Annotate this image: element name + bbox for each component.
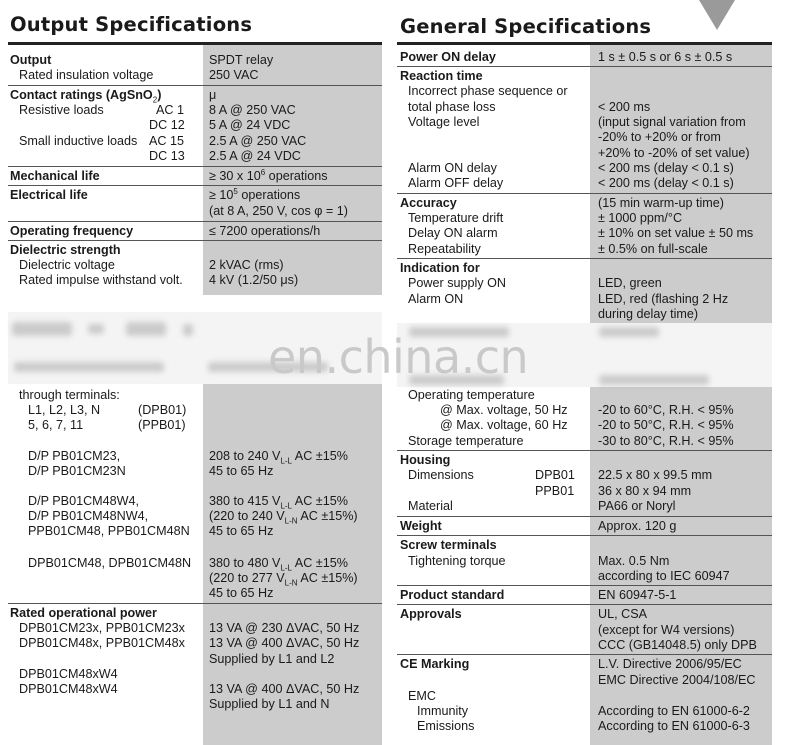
operating-frequency-label: Operating frequency <box>10 224 134 238</box>
output-value: SPDT relay <box>209 53 274 67</box>
storage-temperature-value: -30 to 80°C, R.H. < 95% <box>598 434 734 448</box>
power-cm48xw4-value: 13 VA @ 400 ΔVAC, 50 Hz <box>209 682 360 696</box>
dpb01-label: DPB01 <box>535 468 575 482</box>
delay-on-alarm-label: Delay ON alarm <box>408 226 498 240</box>
output-specifications-title: Output Specifications <box>10 13 253 36</box>
model-ppb01cm48: PPB01CM48, PPB01CM48N <box>28 524 190 538</box>
terminals-dpb01-model: (DPB01) <box>138 403 187 417</box>
dc13-label: DC 13 <box>149 149 185 163</box>
screw-terminals-label: Screw terminals <box>400 538 497 552</box>
product-standard-label: Product standard <box>400 588 505 602</box>
dc13-value: 2.5 A @ 24 VDC <box>209 149 301 163</box>
alarm-off-delay-value: < 200 ms (delay < 0.1 s) <box>598 176 734 190</box>
cm48-frequency: 45 to 65 Hz <box>209 586 274 600</box>
contact-ratings-value: μ <box>209 88 217 102</box>
approvals-value-2: (except for W4 versions) <box>598 623 735 637</box>
dielectric-voltage-value: 2 kVAC (rms) <box>209 258 284 272</box>
material-value: PA66 or Noryl <box>598 499 676 513</box>
ppb01-dimensions: 36 x 80 x 94 mm <box>598 484 692 498</box>
cm48w4-frequency: 45 to 65 Hz <box>209 524 274 538</box>
power-on-delay-value: 1 s ± 0.5 s or 6 s ± 0.5 s <box>598 50 733 64</box>
dc12-label: DC 12 <box>149 118 185 132</box>
row-divider <box>397 516 772 517</box>
temperature-drift-value: ± 1000 ppm/°C <box>598 211 683 225</box>
accuracy-value: (15 min warm-up time) <box>598 196 724 210</box>
insulation-label: Rated insulation voltage <box>19 68 154 82</box>
max-voltage-60hz-label: @ Max. voltage, 60 Hz <box>440 418 568 432</box>
dimensions-label: Dimensions <box>408 468 474 482</box>
general-specifications-title: General Specifications <box>400 15 652 38</box>
tightening-torque-value: Max. 0.5 Nm <box>598 554 670 568</box>
dielectric-voltage-label: Dielectric voltage <box>19 258 115 272</box>
mechanical-life-label: Mechanical life <box>10 169 100 183</box>
ac15-value: 2.5 A @ 250 VAC <box>209 134 307 148</box>
power-model-cm48x: DPB01CM48x, PPB01CM48x <box>19 636 185 650</box>
weight-value: Approx. 120 g <box>598 519 677 533</box>
ac1-label: AC 1 <box>156 103 184 117</box>
row-divider <box>8 240 382 241</box>
model-cm48w4: D/P PB01CM48W4, <box>28 494 140 508</box>
cm48-voltage-ll: 380 to 480 $V_{L-L}$ AC ±15% <box>209 556 348 573</box>
approvals-value-3: CCC (GB14048.5) only DPB <box>598 638 757 652</box>
row-divider <box>397 585 772 586</box>
dpb01-dimensions: 22.5 x 80 x 99.5 mm <box>598 468 713 482</box>
electrical-life-label: Electrical life <box>10 188 88 202</box>
alarm-off-delay-label: Alarm OFF delay <box>408 176 504 190</box>
terminals-ppb01: 5, 6, 7, 11 <box>28 418 84 432</box>
tightening-torque-label: Tightening torque <box>408 554 506 568</box>
dielectric-strength-label: Dielectric strength <box>10 243 121 257</box>
row-divider <box>8 166 382 167</box>
material-label: Material <box>408 499 453 513</box>
immunity-label: Immunity <box>417 704 469 718</box>
power-model-cm48xw4-a: DPB01CM48xW4 <box>19 667 118 681</box>
alarm-on-value-1: LED, red (flashing 2 Hz <box>598 292 729 306</box>
voltage-level-value-1: (input signal variation from <box>598 115 746 129</box>
ce-marking-label: CE Marking <box>400 657 470 671</box>
rated-power-label: Rated operational power <box>10 606 157 620</box>
watermark: en.china.cn <box>268 330 529 384</box>
row-divider <box>8 221 382 222</box>
cm48w4-voltage-ll: 380 to 415 $V_{L-L}$ AC ±15% <box>209 494 348 511</box>
power-supply-on-label: Power supply ON <box>408 276 506 290</box>
power-cm23x-value: 13 VA @ 230 ΔVAC, 50 Hz <box>209 621 360 635</box>
row-divider <box>397 535 772 536</box>
phase-sequence-label: Incorrect phase sequence or <box>408 84 568 98</box>
max-voltage-50hz-label: @ Max. voltage, 50 Hz <box>440 403 568 417</box>
max-voltage-50hz-value: -20 to 60°C, R.H. < 95% <box>598 403 734 417</box>
insulation-value: 250 VAC <box>209 68 259 82</box>
accuracy-label: Accuracy <box>400 196 457 210</box>
tightening-torque-standard: according to IEC 60947 <box>598 569 730 583</box>
ac15-label: AC 15 <box>149 134 185 148</box>
phase-loss-label: total phase loss <box>408 100 496 114</box>
ce-marking-value-2: EMC Directive 2004/108/EC <box>598 673 756 687</box>
mechanical-life-value: ≥ 30 x $10^6$ operations <box>209 167 328 183</box>
inductive-loads-label: Small inductive loads <box>19 134 138 148</box>
max-voltage-60hz-value: -20 to 50°C, R.H. < 95% <box>598 418 734 432</box>
impulse-label: Rated impulse withstand volt. <box>19 273 183 287</box>
through-terminals-label: through terminals: <box>19 388 120 402</box>
approvals-label: Approvals <box>400 607 462 621</box>
ppb01-label: PPB01 <box>535 484 575 498</box>
voltage-level-value-4: < 200 ms (delay < 0.1 s) <box>598 161 734 175</box>
repeatability-value: ± 0.5% on full-scale <box>598 242 708 256</box>
alarm-on-value-2: during delay time) <box>598 307 699 321</box>
immunity-value: According to EN 61000-6-2 <box>598 704 750 718</box>
cm48-voltage-ln: (220 to 277 $V_{L-N}$ AC ±15%) <box>209 571 358 588</box>
impulse-value: 4 kV (1.2/50 μs) <box>209 273 299 287</box>
terminals-dpb01: L1, L2, L3, N <box>28 403 101 417</box>
delay-on-alarm-value: ± 10% on set value ± 50 ms <box>598 226 754 240</box>
electrical-life-condition: (at 8 A, 250 V, cos φ = 1) <box>209 204 348 218</box>
operating-frequency-value: ≤ 7200 operations/h <box>209 224 321 238</box>
cm23-voltage: 208 to 240 $V_{L-L}$ AC ±15% <box>209 449 348 466</box>
electrical-life-value: ≥ $10^5$ operations <box>209 186 301 202</box>
row-divider <box>397 258 772 259</box>
approvals-value-1: UL, CSA <box>598 607 647 621</box>
alarm-on-delay-label: Alarm ON delay <box>408 161 497 175</box>
voltage-level-value-2: -20% to +20% or from <box>598 130 721 144</box>
power-cm48x-value: 13 VA @ 400 ΔVAC, 50 Hz <box>209 636 360 650</box>
output-label: Output <box>10 53 52 67</box>
power-cm48x-supply: Supplied by L1 and L2 <box>209 652 335 666</box>
product-standard-value: EN 60947-5-1 <box>598 588 677 602</box>
power-supply-on-value: LED, green <box>598 276 662 290</box>
power-model-cm23x: DPB01CM23x, PPB01CM23x <box>19 621 185 635</box>
cm23-frequency: 45 to 65 Hz <box>209 464 274 478</box>
resistive-loads-label: Resistive loads <box>19 103 104 117</box>
row-divider <box>397 654 772 655</box>
reaction-time-label: Reaction time <box>400 69 483 83</box>
power-cm48xw4-supply: Supplied by L1 and N <box>209 697 330 711</box>
corner-triangle-icon <box>699 0 735 30</box>
model-cm48nw4: D/P PB01CM48NW4, <box>28 509 149 523</box>
phase-loss-value: < 200 ms <box>598 100 651 114</box>
operating-temperature-label: Operating temperature <box>408 388 535 402</box>
weight-label: Weight <box>400 519 442 533</box>
cm48w4-voltage-ln: (220 to 240 $V_{L-N}$ AC ±15%) <box>209 509 358 526</box>
model-cm23n: D/P PB01CM23N <box>28 464 126 478</box>
alarm-on-label: Alarm ON <box>408 292 464 306</box>
voltage-level-value-3: +20% to -20% of set value) <box>598 146 750 160</box>
temperature-drift-label: Temperature drift <box>408 211 504 225</box>
indication-label: Indication for <box>400 261 480 275</box>
model-dpb01cm48: DPB01CM48, DPB01CM48N <box>28 556 192 570</box>
row-divider <box>397 450 772 451</box>
power-on-delay-label: Power ON delay <box>400 50 496 64</box>
terminals-ppb01-model: (PPB01) <box>138 418 186 432</box>
dc12-value: 5 A @ 24 VDC <box>209 118 291 132</box>
row-divider <box>397 66 772 67</box>
housing-label: Housing <box>400 453 451 467</box>
emissions-label: Emissions <box>417 719 475 733</box>
ce-marking-value-1: L.V. Directive 2006/95/EC <box>598 657 742 671</box>
storage-temperature-label: Storage temperature <box>408 434 524 448</box>
emissions-value: According to EN 61000-6-3 <box>598 719 750 733</box>
ac1-value: 8 A @ 250 VAC <box>209 103 296 117</box>
contact-ratings-label: Contact ratings (AgSnO$_2$) <box>10 88 162 105</box>
row-divider <box>397 604 772 605</box>
row-divider <box>8 85 382 86</box>
voltage-level-label: Voltage level <box>408 115 480 129</box>
emc-label: EMC <box>408 689 436 703</box>
power-model-cm48xw4-b: DPB01CM48xW4 <box>19 682 118 696</box>
repeatability-label: Repeatability <box>408 242 481 256</box>
model-cm23: D/P PB01CM23, <box>28 449 121 463</box>
row-divider <box>397 193 772 194</box>
row-divider <box>8 185 382 186</box>
